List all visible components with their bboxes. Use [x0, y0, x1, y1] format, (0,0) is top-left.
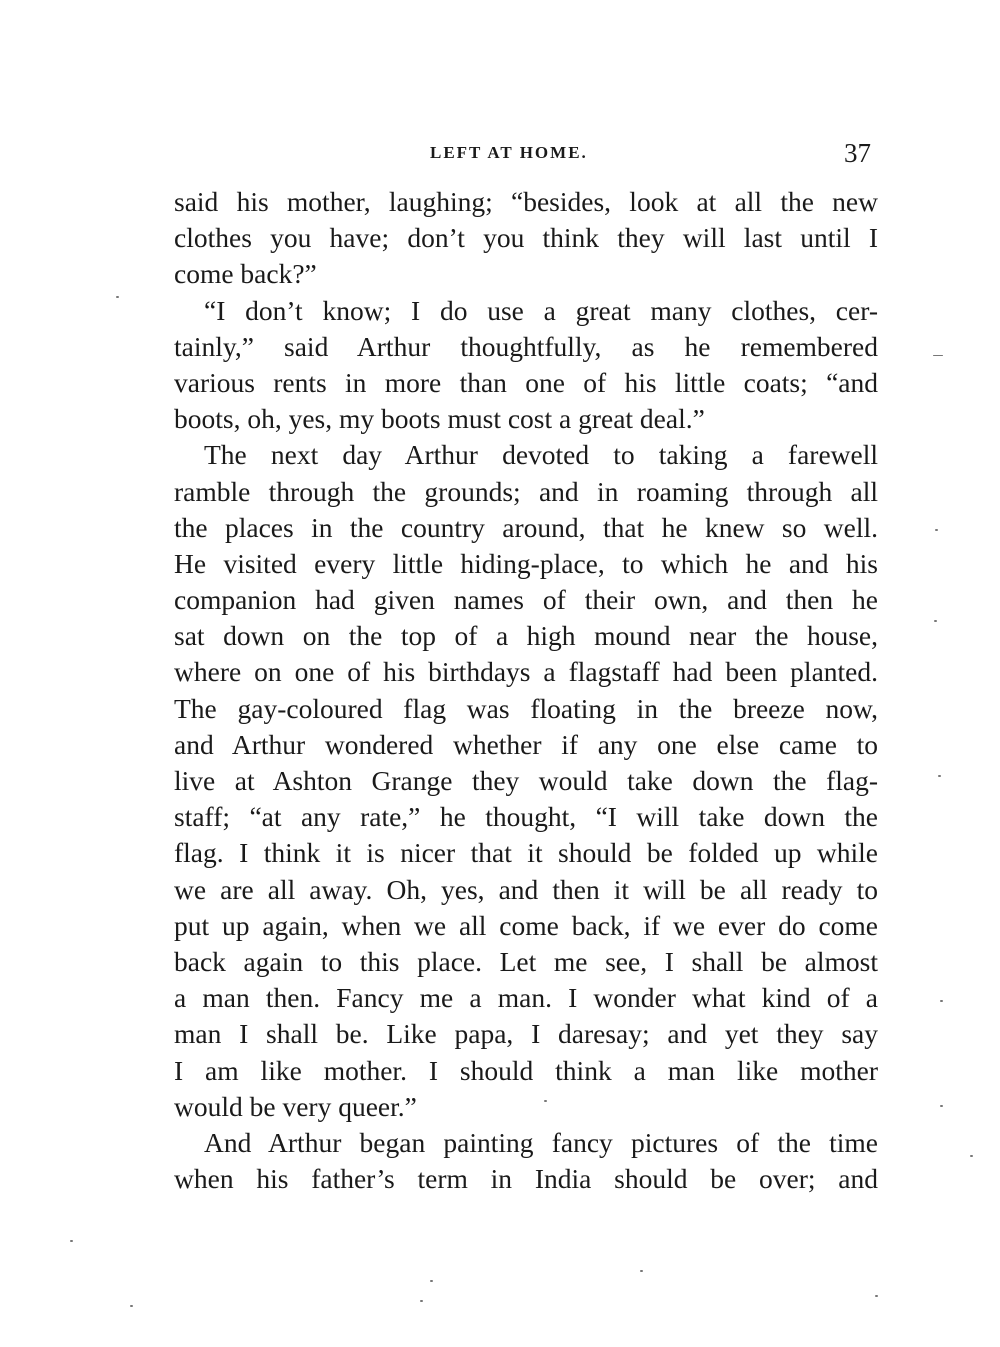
scan-speck — [970, 1155, 973, 1157]
body-text — [174, 184, 878, 1197]
text-line: ramble through the grounds; and in roaming through all — [174, 475, 878, 507]
scan-speck — [544, 1100, 547, 1102]
scan-speck — [430, 1280, 433, 1282]
text-line: The next day Arthur devoted to taking a farewell — [204, 439, 878, 471]
text-line: “I don’t know; I do use a great many clothes, cer- — [204, 294, 878, 326]
scan-speck — [938, 775, 941, 777]
scan-speck — [875, 1295, 878, 1297]
scan-speck — [934, 620, 937, 622]
text-line: flag. I think it is nicer that it should be folded up while — [174, 837, 878, 869]
text-line: staff; “at any rate,” he thought, “I will take down the — [174, 801, 878, 833]
text-line: I am like mother. I should think a man like mother — [174, 1054, 878, 1086]
page-number: 37 — [844, 138, 871, 168]
text-line: when his father’s term in India should be over; and — [174, 1163, 878, 1195]
text-line: The gay-coloured flag was floating in the breeze now, — [174, 692, 878, 724]
text-line: clothes you have; don’t you think they will last until I — [174, 222, 878, 254]
text-line: live at Ashton Grange they would take down the flag- — [174, 765, 878, 796]
scan-speck — [70, 1240, 73, 1242]
text-line: companion had given names of their own, and then he — [174, 584, 878, 616]
scan-speck — [933, 355, 943, 356]
text-line: tainly,” said Arthur thoughtfully, as he remembered — [174, 330, 878, 362]
text-line: put up again, when we all come back, if we ever do come — [174, 909, 878, 941]
text-line: sat down on the top of a high mound near the house, — [174, 620, 878, 652]
text-line: would be very queer.” — [174, 1090, 417, 1122]
text-line: He visited every little hiding-place, to which he and his — [174, 547, 878, 579]
text-line: come back?” — [174, 258, 317, 290]
text-line: various rents in more than one of his little coats; “and — [174, 366, 878, 398]
scan-speck — [130, 1305, 133, 1307]
text-line: said his mother, laughing; “besides, look at all the new — [174, 186, 878, 217]
text-line: and Arthur wondered whether if any one else came to — [174, 728, 878, 760]
text-line: we are all away. Oh, yes, and then it will be all ready to — [174, 873, 878, 905]
scan-speck — [640, 1270, 643, 1272]
text-line: a man then. Fancy me a man. I wonder what kind of a — [174, 982, 878, 1014]
scan-speck — [935, 529, 938, 531]
text-line: the places in the country around, that he knew so well. — [174, 511, 878, 543]
text-line: where on one of his birthdays a flagstaff had been planted. — [174, 656, 878, 688]
text-line: man I shall be. Like papa, I daresay; and yet they say — [174, 1018, 878, 1050]
text-line: And Arthur began painting fancy pictures of the time — [204, 1126, 878, 1158]
scan-speck — [940, 1000, 943, 1002]
scan-speck — [940, 1105, 943, 1107]
text-line: back again to this place. Let me see, I shall be almost — [174, 945, 878, 977]
running-head: LEFT AT HOME. — [430, 143, 588, 162]
scan-speck — [116, 296, 119, 298]
text-line: boots, oh, yes, my boots must cost a great deal.” — [174, 403, 705, 435]
scan-speck — [420, 1300, 423, 1302]
